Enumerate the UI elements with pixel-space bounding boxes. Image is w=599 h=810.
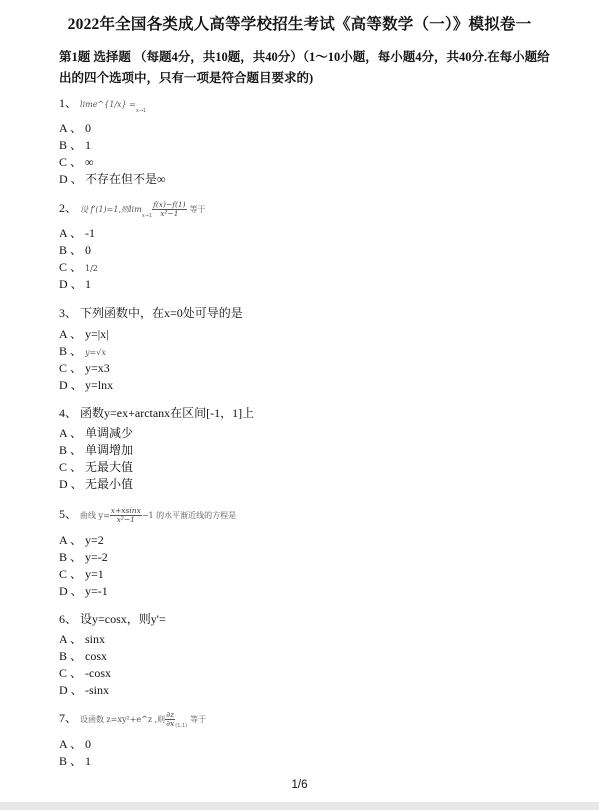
option-letter: A 、 [59, 226, 83, 240]
math-expression: 曲线 y= [80, 511, 110, 520]
section-heading: 第1题 选择题 （每题4分，共10题，共40分）（1～10小题，每小题4分，共40分.在每小题给出的四个选项中，只有一项是符合题目要求的) [59, 50, 550, 85]
option-a[interactable] [59, 425, 254, 442]
option-text: 不存在但不是∞ [85, 172, 166, 186]
option-text: y=-1 [85, 584, 108, 598]
option-letter: D 、 [59, 584, 83, 598]
option-letter: D 、 [59, 172, 83, 186]
option-text: 无最大值 [85, 460, 134, 474]
question-6 [59, 610, 166, 699]
option-letter: B 、 [59, 550, 83, 564]
option-text: cosx [85, 649, 107, 663]
option-text: 单调增加 [85, 443, 134, 457]
option-text: y=x3 [85, 361, 110, 375]
option-letter: C 、 [59, 460, 83, 474]
option-letter: A 、 [59, 533, 83, 547]
math-expression: 设 f′(1)=1,则lim [80, 205, 142, 214]
option-text: 0 [85, 737, 91, 751]
option-c[interactable] [59, 360, 243, 377]
option-d[interactable] [59, 171, 166, 188]
option-text: sinx [85, 632, 106, 646]
option-text: 1/2 [85, 264, 98, 273]
option-b[interactable] [59, 549, 236, 566]
option-letter: D 、 [59, 378, 83, 392]
option-d[interactable] [59, 276, 206, 293]
option-letter: B 、 [59, 754, 83, 768]
option-a[interactable] [59, 631, 166, 648]
limit-subscript: x→1 [141, 213, 153, 219]
option-text: 1 [85, 138, 91, 152]
question-number: 1、 [59, 96, 78, 110]
option-a[interactable] [59, 736, 206, 753]
fraction-denominator: ∂x [166, 718, 175, 728]
option-text: 0 [85, 121, 91, 135]
option-text: y=-2 [85, 550, 108, 564]
evaluation-subscript: (1,1) [175, 723, 188, 729]
option-b[interactable] [59, 442, 254, 459]
option-letter: D 、 [59, 477, 83, 491]
option-b[interactable] [59, 242, 206, 259]
question-stem [59, 94, 166, 112]
option-text: y=√x [85, 348, 106, 357]
option-letter: B 、 [59, 344, 83, 358]
question-stem [59, 199, 206, 217]
fraction-denominator: x²−1 [116, 514, 135, 524]
option-text: y=1 [85, 567, 104, 581]
viewer-bottom-bar [0, 802, 599, 810]
option-text: ∞ [85, 155, 94, 169]
stem-text: 下列函数中，在x=0处可导的是 [80, 306, 243, 320]
option-c[interactable] [59, 566, 236, 583]
page-number: 1/6 [291, 779, 308, 791]
question-7 [59, 709, 206, 770]
question-2 [59, 199, 206, 293]
option-a[interactable] [59, 326, 243, 343]
option-b[interactable] [59, 137, 166, 154]
math-expression: lime^{1/x} = [80, 100, 136, 109]
option-b[interactable] [59, 343, 243, 360]
option-c[interactable] [59, 259, 206, 276]
fraction-numerator: f(x)−f(1) [153, 199, 186, 209]
stem-suffix: −1 的水平渐近线的方程是 [141, 511, 237, 520]
question-stem [59, 610, 166, 628]
option-letter: B 、 [59, 138, 83, 152]
option-text: y=lnx [85, 378, 114, 392]
option-letter: B 、 [59, 443, 83, 457]
question-number: 6、 [59, 612, 78, 626]
question-stem [59, 304, 243, 322]
option-letter: A 、 [59, 632, 83, 646]
fraction [165, 711, 175, 728]
question-5 [59, 505, 236, 600]
question-stem [59, 709, 206, 727]
limit-subscript: x→1 [135, 108, 147, 114]
fraction-denominator: x²−1 [160, 208, 179, 218]
fraction [152, 201, 187, 218]
option-text: 0 [85, 243, 91, 257]
option-letter: A 、 [59, 426, 83, 440]
fraction-numerator: ∂z [166, 709, 175, 719]
question-stem [59, 505, 236, 523]
stem-suffix: 等于 [190, 715, 207, 724]
option-text: y=|x| [85, 327, 109, 341]
question-3 [59, 304, 243, 394]
stem-text: 函数y=ex+arctanx在区间[-1，1]上 [80, 406, 255, 420]
option-c[interactable] [59, 459, 254, 476]
option-letter: A 、 [59, 737, 83, 751]
option-a[interactable] [59, 532, 236, 549]
question-stem [59, 404, 254, 422]
option-letter: D 、 [59, 683, 83, 697]
option-a[interactable] [59, 225, 206, 242]
option-a[interactable] [59, 120, 166, 137]
stem-text: 设y=cosx，则y'= [80, 612, 166, 626]
option-b[interactable] [59, 753, 206, 770]
option-letter: C 、 [59, 260, 83, 274]
question-number: 7、 [59, 711, 78, 725]
option-d[interactable] [59, 377, 243, 394]
option-b[interactable] [59, 648, 166, 665]
option-d[interactable] [59, 583, 236, 600]
option-text: 1 [85, 754, 91, 768]
option-letter: C 、 [59, 567, 83, 581]
option-letter: C 、 [59, 155, 83, 169]
option-text: -1 [85, 226, 95, 240]
option-c[interactable] [59, 154, 166, 171]
option-letter: C 、 [59, 361, 83, 375]
question-number: 4、 [59, 406, 78, 420]
option-d[interactable] [59, 476, 254, 493]
option-letter: A 、 [59, 121, 83, 135]
question-number: 5、 [59, 507, 78, 521]
fraction-numerator: x+xsinx [110, 505, 141, 515]
page-title: 2022年全国各类成人高等学校招生考试《高等数学（一）》模拟卷一 [67, 16, 532, 33]
option-text: 单调减少 [85, 426, 134, 440]
option-text: 1 [85, 277, 91, 291]
math-expression: 设函数 z=xy²+e^z ,则 [80, 715, 166, 724]
option-letter: D 、 [59, 277, 83, 291]
option-text: 无最小值 [85, 477, 134, 491]
option-text: -cosx [85, 666, 111, 680]
option-d[interactable] [59, 682, 166, 699]
question-1 [59, 94, 166, 188]
fraction [110, 507, 142, 524]
option-letter: B 、 [59, 649, 83, 663]
option-c[interactable] [59, 665, 166, 682]
option-letter: B 、 [59, 243, 83, 257]
option-text: y=2 [85, 533, 104, 547]
option-letter: C 、 [59, 666, 83, 680]
question-4 [59, 404, 254, 493]
option-text: -sinx [85, 683, 109, 697]
stem-suffix: 等于 [189, 205, 206, 214]
option-letter: A 、 [59, 327, 83, 341]
question-number: 3、 [59, 306, 78, 320]
question-number: 2、 [59, 201, 78, 215]
